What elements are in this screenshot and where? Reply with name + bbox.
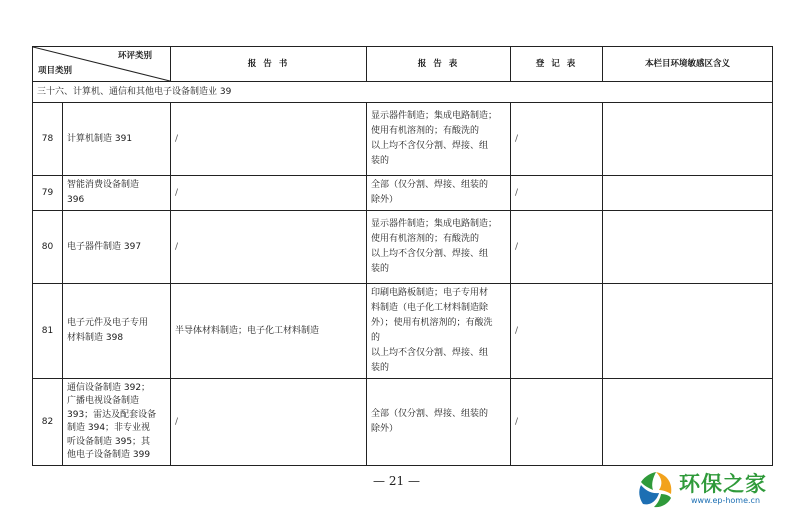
report-form-line: 以上均不含仅分割、焊接、组 bbox=[371, 249, 489, 259]
project-category: 计算机制造 391 bbox=[63, 103, 171, 176]
report-form-line: 外）；使用有机溶剂的；有酸洗 bbox=[371, 318, 493, 328]
sensitive-area-cell bbox=[603, 379, 773, 466]
report-form-line: 以上均不含仅分割、焊接、组 bbox=[371, 348, 489, 358]
row-number: 81 bbox=[33, 284, 63, 379]
report-form-line: 料制造（电子化工材料制造除 bbox=[371, 303, 489, 313]
sensitive-area-cell bbox=[603, 211, 773, 284]
report-form-line: 显示器件制造；集成电路制造； bbox=[371, 111, 498, 121]
sensitive-area-cell bbox=[603, 284, 773, 379]
section-row bbox=[33, 82, 773, 103]
table-row bbox=[33, 211, 773, 284]
report-form-line: 装的 bbox=[371, 363, 390, 373]
header-sensitive-area: 本栏目环境敏感区含义 bbox=[603, 47, 773, 82]
report-form-line: 除外） bbox=[371, 195, 399, 205]
report-book-cell: 半导体材料制造；电子化工材料制造 bbox=[171, 284, 367, 379]
report-form-line: 印刷电路板制造；电子专用材 bbox=[371, 288, 489, 298]
report-form-cell bbox=[367, 211, 511, 284]
report-form-line: 装的 bbox=[371, 156, 390, 166]
report-form-line: 的 bbox=[371, 333, 381, 343]
category-line: 396 bbox=[67, 195, 85, 205]
watermark-brand-name: 环保之家 bbox=[679, 472, 767, 496]
page-number: — 21 — bbox=[373, 474, 420, 488]
sensitive-area-cell bbox=[603, 103, 773, 176]
report-form-line: 全部（仅分割、焊接、组装的 bbox=[371, 409, 489, 419]
header-project-category: 项目类别 bbox=[38, 66, 73, 76]
category-line: 通信设备制造 392； bbox=[67, 382, 151, 393]
report-form-line: 显示器件制造；集成电路制造； bbox=[371, 219, 498, 229]
report-form-cell bbox=[367, 176, 511, 211]
category-line: 他电子设备制造 399 bbox=[67, 450, 151, 460]
row-number: 80 bbox=[33, 211, 63, 284]
header-eia-category: 环评类别 bbox=[117, 51, 152, 61]
report-form-line: 装的 bbox=[371, 264, 390, 274]
header-register-form: 登 记 表 bbox=[511, 47, 603, 82]
diagonal-header-cell bbox=[33, 47, 171, 82]
category-line: 智能消费设备制造 bbox=[67, 180, 140, 190]
category-line: 听设备制造 395；其 bbox=[67, 436, 151, 447]
register-form-cell: / bbox=[511, 284, 603, 379]
header-row bbox=[33, 47, 773, 82]
category-line: 制造 394；非专业视 bbox=[67, 423, 151, 433]
report-form-line: 全部（仅分割、焊接、组装的 bbox=[371, 180, 489, 190]
category-line: 393；雷达及配套设备 bbox=[67, 409, 157, 420]
project-category bbox=[63, 379, 171, 466]
report-form-line: 除外） bbox=[371, 424, 399, 434]
report-form-line: 以上均不含仅分割、焊接、组 bbox=[371, 141, 489, 151]
category-line: 电子元件及电子专用 bbox=[67, 318, 149, 328]
report-book-cell: / bbox=[171, 211, 367, 284]
project-category bbox=[63, 284, 171, 379]
watermark-url: www.ep-home.cn bbox=[691, 496, 761, 505]
leaf-logo-icon bbox=[635, 468, 677, 510]
table-row bbox=[33, 176, 773, 211]
row-number: 82 bbox=[33, 379, 63, 466]
report-book-cell: / bbox=[171, 103, 367, 176]
category-line: 广播电视设备制造 bbox=[67, 396, 140, 406]
section-title: 三十六、计算机、通信和其他电子设备制造业 39 bbox=[33, 82, 773, 103]
header-report-book: 报 告 书 bbox=[171, 47, 367, 82]
report-form-line: 使用有机溶剂的；有酸洗的 bbox=[371, 234, 480, 244]
report-form-cell bbox=[367, 103, 511, 176]
table-row bbox=[33, 103, 773, 176]
row-number: 78 bbox=[33, 103, 63, 176]
register-form-cell: / bbox=[511, 211, 603, 284]
eia-classification-table bbox=[32, 46, 773, 466]
report-book-cell: / bbox=[171, 379, 367, 466]
watermark-logo bbox=[635, 466, 785, 510]
register-form-cell: / bbox=[511, 379, 603, 466]
category-line: 材料制造 398 bbox=[67, 333, 124, 343]
register-form-cell: / bbox=[511, 103, 603, 176]
table-row bbox=[33, 379, 773, 466]
sensitive-area-cell bbox=[603, 176, 773, 211]
header-report-form: 报 告 表 bbox=[367, 47, 511, 82]
table-row bbox=[33, 284, 773, 379]
register-form-cell: / bbox=[511, 176, 603, 211]
report-form-line: 使用有机溶剂的；有酸洗的 bbox=[371, 126, 480, 136]
row-number: 79 bbox=[33, 176, 63, 211]
project-category bbox=[63, 176, 171, 211]
report-form-cell bbox=[367, 379, 511, 466]
report-book-cell: / bbox=[171, 176, 367, 211]
report-form-cell bbox=[367, 284, 511, 379]
project-category: 电子器件制造 397 bbox=[63, 211, 171, 284]
